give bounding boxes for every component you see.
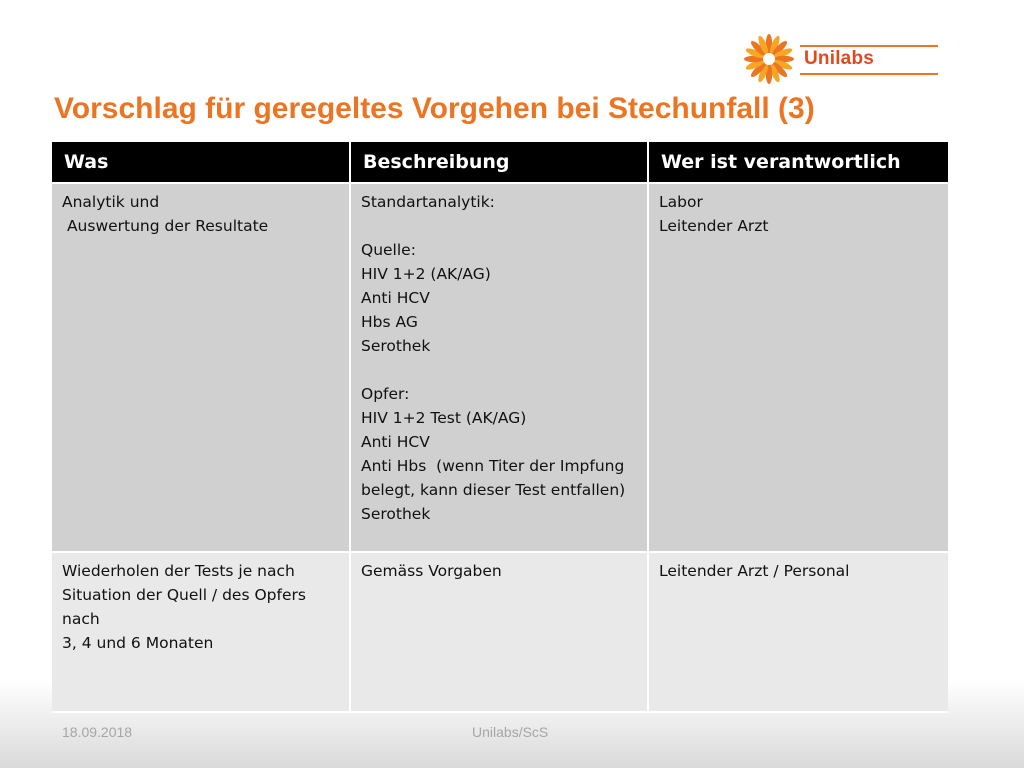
header-was: Was: [52, 142, 350, 183]
footer-date: 18.09.2018: [62, 724, 133, 740]
header-beschreibung: Beschreibung: [350, 142, 648, 183]
table-header-row: [52, 142, 948, 183]
table-row: [52, 183, 948, 552]
table-row: [52, 552, 948, 712]
cell-verantwortlich: Leitender Arzt / Personal: [648, 552, 948, 712]
cell-beschreibung: Standartanalytik: Quelle: HIV 1+2 (AK/AG) Anti HCV Hbs AG Serothek Opfer: HIV 1+2 Test (AK/AG) Anti HCV Anti Hbs (wenn Titer der Impfung belegt, kann dieser Test entfallen) Serothek: [350, 183, 648, 552]
header-verantwortlich: Wer ist verantwortlich: [648, 142, 948, 183]
procedure-table: [52, 142, 948, 713]
cell-was: Analytik und Auswertung der Resultate: [52, 183, 350, 552]
cell-beschreibung: Gemäss Vorgaben: [350, 552, 648, 712]
unilabs-logo: [742, 32, 942, 88]
logo-line-top: [800, 45, 938, 47]
footer-author: Unilabs/ScS: [472, 724, 549, 740]
logo-line-bottom: [800, 73, 938, 75]
cell-was: Wiederholen der Tests je nach Situation der Quell / des Opfers nach 3, 4 und 6 Monaten: [52, 552, 350, 712]
slide-title: Vorschlag für geregeltes Vorgehen bei Stechunfall (3): [54, 92, 815, 125]
logo-wordmark: Unilabs: [804, 48, 875, 69]
cell-verantwortlich: Labor Leitender Arzt: [648, 183, 948, 552]
sun-flower-icon: [742, 32, 796, 86]
